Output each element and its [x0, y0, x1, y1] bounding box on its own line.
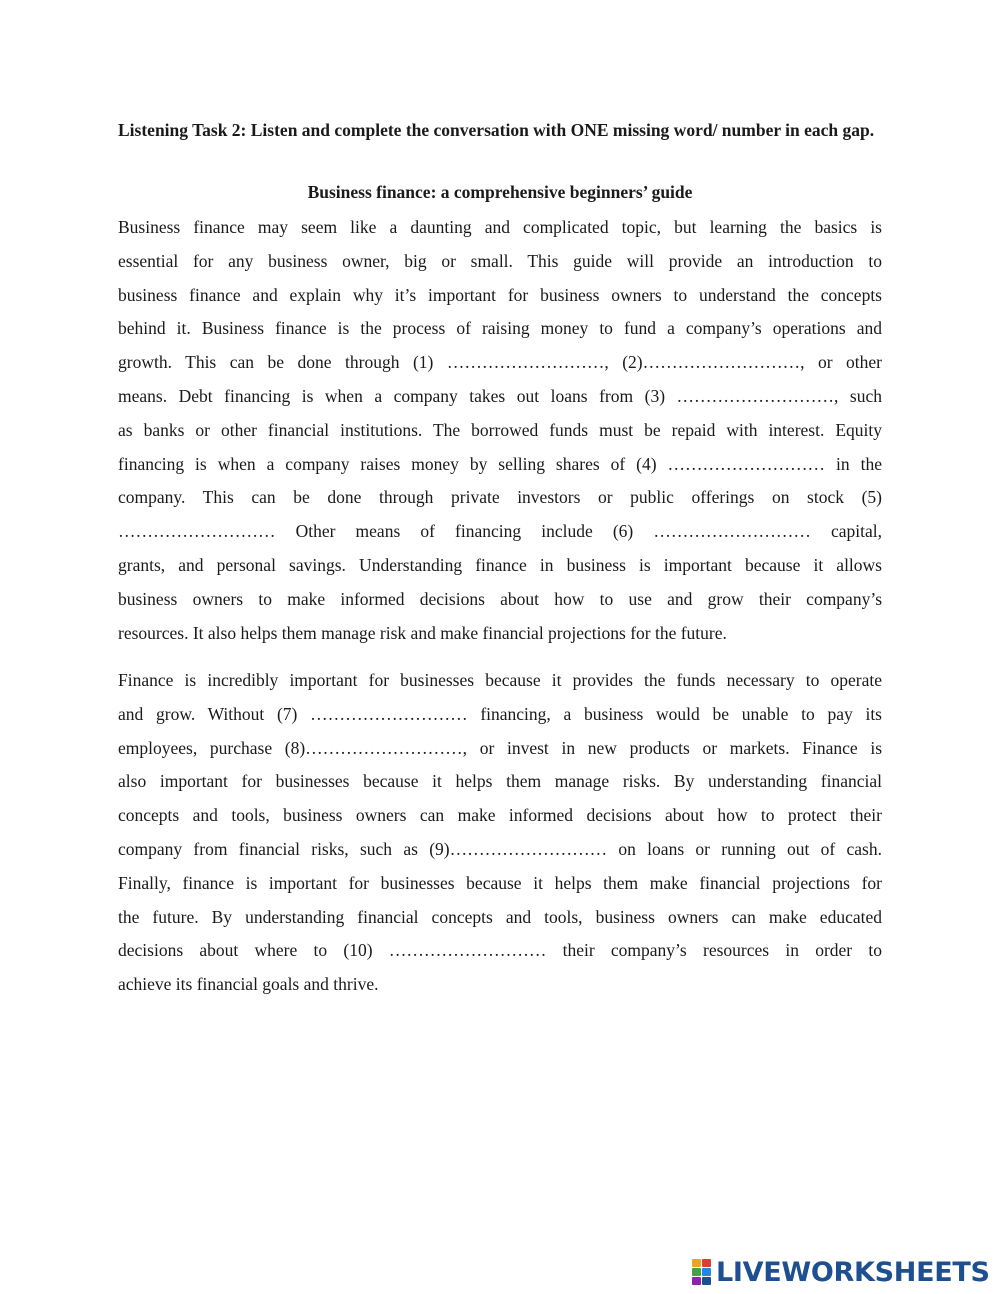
logo-mark-block — [692, 1277, 701, 1285]
text-line: Finally, finance is important for businesses because it helps them make financial projections for — [118, 872, 882, 893]
text-line-gap-4: financing is when a company raises money by selling shares of (4) ……………………… in the — [118, 453, 882, 474]
text-line: resources. It also helps them manage risk and make financial projections for the future. — [118, 622, 727, 643]
logo-mark-block — [702, 1268, 711, 1276]
text-line: essential for any business owner, big or small. This guide will provide an introduction to — [118, 250, 882, 271]
text-line: business finance and explain why it’s important for business owners to understand the concepts — [118, 284, 882, 305]
text-line-gap-7: and grow. Without (7) ……………………… financing, a business would be unable to pay its — [118, 703, 882, 724]
logo-mark-block — [692, 1268, 701, 1276]
text-line: grants, and personal savings. Understanding finance in business is important because it allows — [118, 554, 882, 575]
text-line-gap-1-2: growth. This can be done through (1) ………………………, (2)………………………, or other — [118, 352, 882, 373]
logo-mark-icon — [692, 1259, 712, 1285]
text-line-gap-5-6: ……………………… Other means of financing include (6) ……………………… capital, — [118, 521, 882, 542]
logo-text: LIVEWORKSHEETS — [716, 1256, 990, 1288]
text-line: also important for businesses because it helps them manage risks. By understanding financial — [118, 771, 882, 792]
text-line-gap-10: decisions about where to (10) ……………………… their company’s resources in order to — [118, 940, 882, 961]
logo-mark-block — [702, 1277, 711, 1285]
task-heading: Listening Task 2: Listen and complete the conversation with ONE missing word/ number in each gap. — [118, 120, 875, 140]
paragraph-2 — [118, 664, 882, 1002]
text-line: achieve its financial goals and thrive. — [118, 974, 379, 995]
logo-mark-block — [692, 1259, 701, 1267]
document-title: Business finance: a comprehensive beginners’ guide — [307, 182, 693, 202]
text-line: the future. By understanding financial concepts and tools, business owners can make educated — [118, 906, 882, 927]
paragraph-1 — [118, 211, 882, 650]
text-line: business owners to make informed decisions about how to use and grow their company’s — [118, 588, 882, 609]
text-line: as banks or other financial institutions. The borrowed funds must be repaid with interest. Equity — [118, 419, 882, 440]
text-line: company. This can be done through private investors or public offerings on stock (5) — [118, 487, 882, 508]
text-line: behind it. Business finance is the process of raising money to fund a company’s operations and — [118, 318, 882, 339]
text-line: concepts and tools, business owners can make informed decisions about how to protect their — [118, 805, 882, 826]
liveworksheets-logo — [692, 1252, 990, 1292]
text-line-gap-8: employees, purchase (8)………………………, or invest in new products or markets. Finance is — [118, 737, 882, 758]
text-line: Business finance may seem like a daunting and complicated topic, but learning the basics is — [118, 217, 882, 237]
text-line-gap-9: company from financial risks, such as (9)……………………… on loans or running out of cash. — [118, 838, 882, 859]
logo-mark-block — [702, 1259, 711, 1267]
text-line: Finance is incredibly important for businesses because it provides the funds necessary to operate — [118, 670, 882, 690]
text-line-gap-3: means. Debt financing is when a company takes out loans from (3) ………………………, such — [118, 385, 882, 406]
